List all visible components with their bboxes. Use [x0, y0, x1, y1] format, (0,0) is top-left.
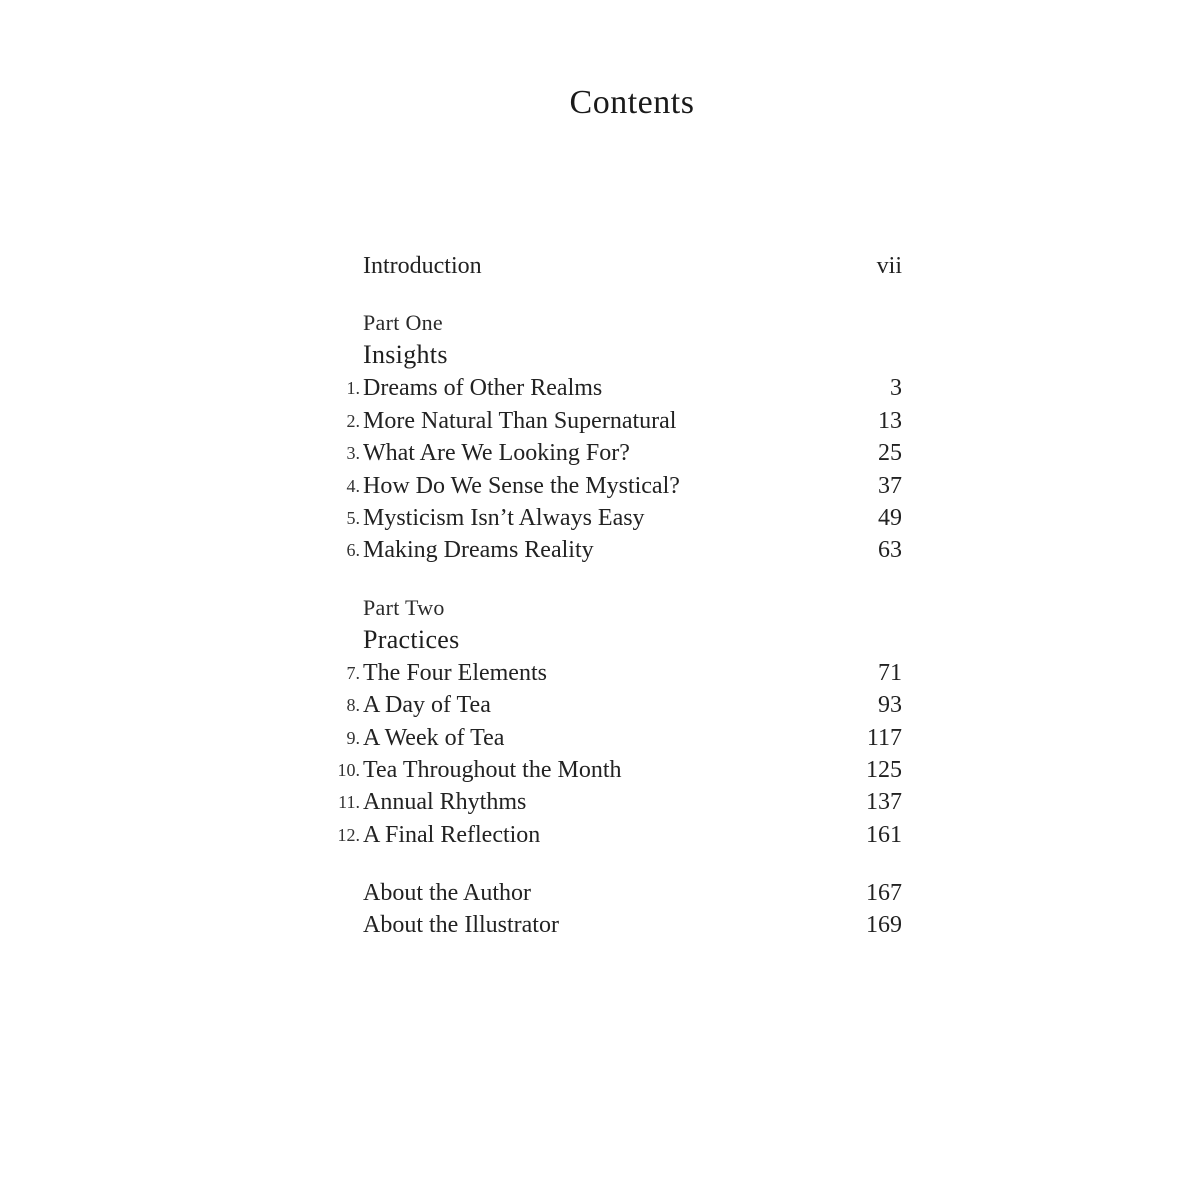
- chapter-number: 9.: [346, 727, 360, 748]
- entry-page-number: 25: [878, 440, 902, 467]
- entry-page-number: 71: [878, 659, 902, 686]
- entry-title: Dreams of Other Realms: [363, 375, 603, 402]
- toc-entry-chapter[interactable]: [330, 470, 902, 502]
- toc-entry-chapter[interactable]: [330, 405, 902, 437]
- page-title: Contents: [569, 84, 695, 121]
- entry-page-number: 93: [878, 692, 902, 719]
- entry-title: More Natural Than Supernatural: [363, 407, 677, 434]
- toc-entry-chapter[interactable]: [330, 689, 902, 721]
- chapter-number: 10.: [337, 759, 360, 780]
- entry-page-number: 161: [866, 821, 902, 848]
- entry-title: Tea Throughout the Month: [363, 756, 622, 783]
- part-heading: Practices: [363, 624, 460, 654]
- entry-title: How Do We Sense the Mystical?: [363, 472, 680, 499]
- entry-page-number: 117: [866, 724, 902, 751]
- toc-entry-chapter[interactable]: [330, 534, 902, 566]
- chapter-number: 12.: [337, 824, 360, 845]
- toc-entry-introduction[interactable]: [330, 250, 902, 282]
- entry-page-number: 137: [866, 789, 902, 816]
- entry-page-number: 63: [878, 537, 902, 564]
- entry-title: Introduction: [363, 253, 482, 279]
- entry-page-number: 49: [878, 504, 902, 531]
- entry-page-number: 169: [866, 912, 902, 939]
- chapter-number: 3.: [346, 443, 360, 464]
- part-label: Part One: [363, 310, 443, 336]
- chapter-number: 2.: [346, 410, 360, 431]
- back-matter-section: [330, 877, 902, 942]
- toc-entry-chapter[interactable]: [330, 372, 902, 404]
- toc-entry-chapter[interactable]: [330, 722, 902, 754]
- entry-title: The Four Elements: [363, 659, 547, 686]
- table-of-contents: [330, 250, 902, 942]
- chapter-number: 4.: [346, 475, 360, 496]
- entry-page-number: 125: [866, 756, 902, 783]
- chapter-number: 5.: [346, 507, 360, 528]
- toc-entry-about-author[interactable]: [330, 877, 902, 909]
- toc-entry-chapter[interactable]: [330, 502, 902, 534]
- entry-title: A Day of Tea: [363, 692, 491, 719]
- entry-page-number: 3: [890, 375, 902, 402]
- part-label: Part Two: [363, 594, 445, 620]
- part-heading: Insights: [363, 340, 448, 370]
- entry-title: A Week of Tea: [363, 724, 505, 751]
- toc-entry-chapter[interactable]: [330, 819, 902, 851]
- entry-title: A Final Reflection: [363, 821, 541, 848]
- entry-title: Making Dreams Reality: [363, 537, 594, 564]
- entry-title: About the Author: [363, 880, 531, 907]
- chapter-number: 11.: [338, 792, 360, 813]
- chapter-number: 1.: [346, 378, 360, 399]
- chapter-number: 8.: [346, 695, 360, 716]
- part-one-section: [330, 308, 902, 566]
- chapter-number: 6.: [346, 540, 360, 561]
- entry-title: Annual Rhythms: [363, 789, 527, 816]
- entry-page-number: vii: [876, 253, 902, 279]
- toc-entry-chapter[interactable]: [330, 657, 902, 689]
- toc-entry-about-illustrator[interactable]: [330, 909, 902, 941]
- entry-title: What Are We Looking For?: [363, 440, 630, 467]
- toc-entry-chapter[interactable]: [330, 437, 902, 469]
- entry-page-number: 13: [878, 407, 902, 434]
- chapter-number: 7.: [346, 662, 360, 683]
- entry-title: Mysticism Isn’t Always Easy: [363, 504, 645, 531]
- toc-entry-chapter[interactable]: [330, 786, 902, 818]
- entry-page-number: 37: [878, 472, 902, 499]
- part-two-section: [330, 593, 902, 851]
- entry-page-number: 167: [866, 880, 902, 907]
- toc-entry-chapter[interactable]: [330, 754, 902, 786]
- entry-title: About the Illustrator: [363, 912, 559, 939]
